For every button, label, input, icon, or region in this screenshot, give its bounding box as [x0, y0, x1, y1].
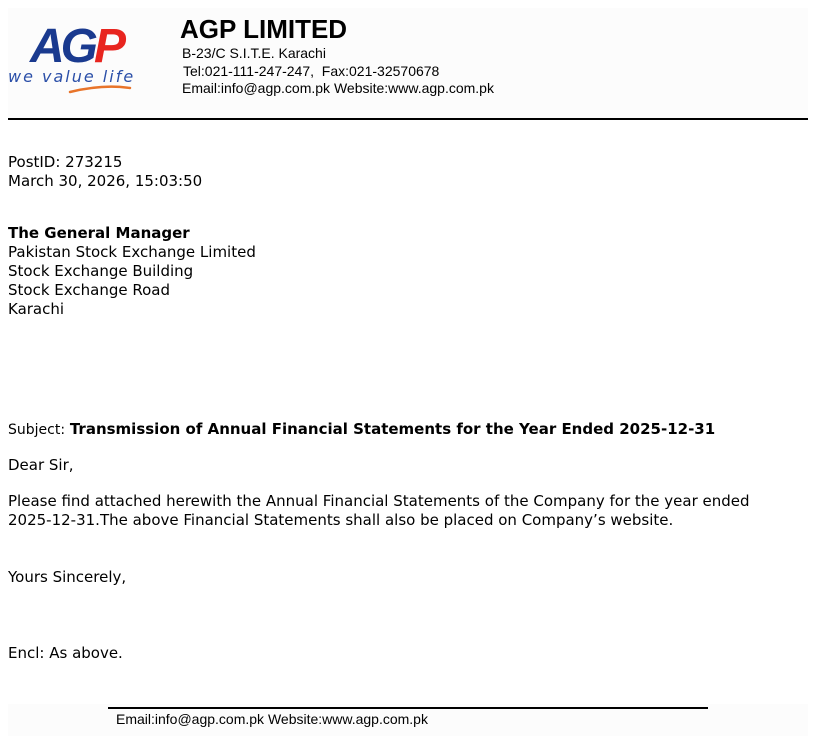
subject-line	[8, 420, 715, 440]
post-id: PostID: 273215	[8, 153, 123, 171]
salutation: Dear Sir,	[8, 456, 74, 474]
enclosure: Encl: As above.	[8, 644, 123, 662]
swoosh-icon	[70, 87, 130, 92]
company-email-website: Email:info@agp.com.pk Website:www.agp.com.pk	[182, 80, 494, 96]
footer-contact: Email:info@agp.com.pk Website:www.agp.com.pk	[116, 711, 428, 727]
agp-logo	[8, 12, 173, 102]
recipient-line-1: Pakistan Stock Exchange Limited	[8, 243, 256, 261]
recipient-line-4: Karachi	[8, 300, 65, 318]
body-paragraph-line-1: Please find attached herewith the Annual Financial Statements of the Company for the year ended	[8, 492, 750, 510]
recipient-line-3: Stock Exchange Road	[8, 281, 170, 299]
company-phone-fax: Tel:021-111-247-247, Fax:021-32570678	[183, 63, 440, 79]
letterhead	[8, 8, 808, 120]
post-datetime: March 30, 2026, 15:03:50	[8, 172, 203, 190]
closing: Yours Sincerely,	[8, 568, 127, 586]
subject-label: Subject:	[8, 422, 66, 438]
agp-logo-text: AGP	[30, 20, 123, 73]
company-name: AGP LIMITED	[180, 14, 348, 44]
body-paragraph-line-2: 2025-12-31.The above Financial Statements shall also be placed on Company’s website.	[8, 511, 674, 529]
footer	[8, 704, 808, 736]
subject-text: Transmission of Annual Financial Statements for the Year Ended 2025-12-31	[69, 420, 716, 438]
recipient-line-2: Stock Exchange Building	[8, 262, 194, 280]
recipient-title: The General Manager	[8, 224, 190, 242]
footer-divider	[108, 707, 708, 709]
tagline: we value life	[8, 67, 136, 86]
company-address: B-23/C S.I.T.E. Karachi	[182, 45, 326, 61]
